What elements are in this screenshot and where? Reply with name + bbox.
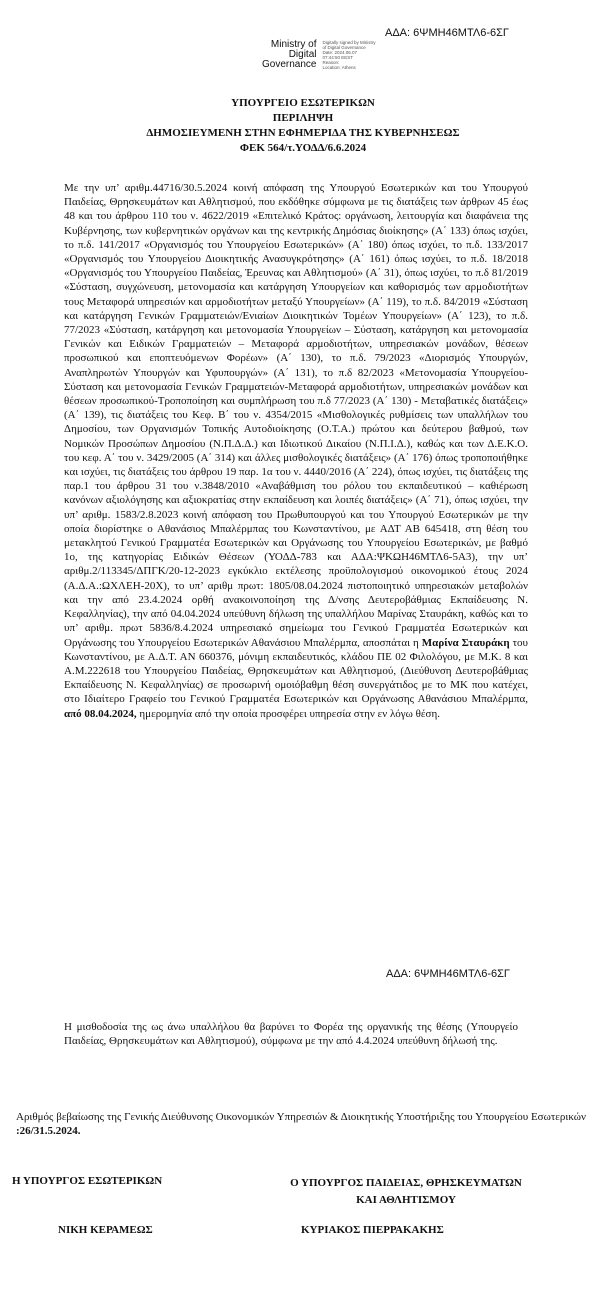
signature-seal-text xyxy=(322,40,392,70)
header-fek: ΦΕΚ 564/τ.ΥΟΔΔ/6.6.2024 xyxy=(239,142,367,154)
seal-line: Reason: xyxy=(322,60,340,65)
left-signatory-name: ΝΙΚΗ ΚΕΡΑΜΕΩΣ xyxy=(58,1224,153,1236)
seal-line: 07:44:50 EEST xyxy=(322,55,354,60)
right-signatory-title xyxy=(258,1175,554,1209)
confirmation-paragraph xyxy=(16,1110,586,1138)
seal-line: of Digital Governance xyxy=(322,45,366,50)
right-title-line: ΚΑΙ ΑΘΛΗΤΙΣΜΟΥ xyxy=(356,1194,456,1206)
paragraph-text: ημερομηνία από την οποία προσφέρει υπηρεσία στην εν λόγω θέση. xyxy=(136,707,440,720)
effective-date: από 08.04.2024, xyxy=(64,707,137,720)
confirmation-number: :26/31.5.2024. xyxy=(16,1125,81,1138)
header-summary: ΠΕΡΙΛΗΨΗ xyxy=(272,112,334,124)
header-ministry: ΥΠΟΥΡΓΕΙΟ ΕΣΩΤΕΡΙΚΩΝ xyxy=(231,97,375,109)
ministry-line: Ministry of xyxy=(270,39,317,50)
confirmation-text: Αριθμός βεβαίωσης της Γενικής Διεύθυνσης Οικονομικών Υπηρεσιών & Διοικητικής Υποστήριξης του Υπουργείου Εσωτερικών xyxy=(16,1111,586,1123)
ada-code-top: ΑΔΑ: 6ΨΜΗ46ΜΤΛ6-6ΣΓ xyxy=(385,27,509,39)
digital-signature-block xyxy=(262,40,392,70)
seal-line: Location: Athens xyxy=(322,65,356,70)
ministry-logo-text xyxy=(262,40,316,70)
paragraph-text: του Κωνσταντίνου, με Α.Δ.Τ. ΑΝ 660376, μόνιμη εκπαιδευτικός, κλάδου ΠΕ 02 Φιλολόγου, με Μ.Κ. 8 και Α.Μ.222618 του Υπουργείου Παιδείας, Θρησκευμάτων και Αθλητισμού, (Διεύθυνση Δευτεροβάθμιας Εκπαίδευσης Ν. Κεφαλληνίας) σε προσωρινή ομοιόβαθμη θέση συνεργάτιδος με το ΜΚ που κατέχει, στο Ιδιαίτερο Γραφείο του Γενικού Γραμματέα Εσωτερικών και Οργάνωσης Αθανάσιου Μπαλέρμπα, xyxy=(64,636,529,706)
ministry-line: Digital xyxy=(288,49,317,60)
payroll-paragraph: Η μισθοδοσία της ως άνω υπαλλήλου θα βαρύνει το Φορέα της οργανικής της θέσης (Υπουργείο Παιδείας, Θρησκευμάτων και Αθλητισμού), σύμφωνα με την από 4.4.2024 υπεύθυνη δήλωσή της. xyxy=(64,1021,518,1048)
left-signatory-title: Η ΥΠΟΥΡΓΟΣ ΕΣΩΤΕΡΙΚΩΝ xyxy=(12,1175,163,1187)
paragraph-text: Με την υπ’ αριθμ.44716/30.5.2024 κοινή απόφαση της Υπουργού Εσωτερικών και του Υπουργού Παιδείας, Θρησκευμάτων και Αθλητισμού, που εκδόθηκε σύμφωνα με τις διατάξεις των άρθρων 45 έως 48 και του άρθρου 110 του ν. 4622/2019 «Επιτελικό Κράτος: οργάνωση, λειτουργία και διαφάνεια της Κυβέρνησης, των κυβερνητικών οργάνων και της κεντρικής Δημόσιας διοίκησης» (Α΄ 133) όπως ισχύει, το π.δ. 141/2017 «Οργανισμός του Υπουργείου Εσωτερικών» (Α΄ 180) όπως ισχύει, το π.δ. 133/2017 «Οργανισμός του Υπουργείου Διοικητικής Ανασυγκρότησης» (Α΄ 161) όπως ισχύει, το π.δ. 18/2018 «Οργανισμός του Υπουργείου Παιδείας, Έρευνας και Αθλητισμού» (Α΄ 31), όπως ισχύει, το π.δ 81/2019 «Σύσταση, συγχώνευση, μετονομασία και κατάργηση Υπουργείων και καθορισμός των αρμοδιοτήτων τους Μεταφορά υπηρεσιών και αρμοδιοτήτων μεταξύ Υπουργείων» (Α΄ 119), το π.δ. 84/2019 «Σύσταση και κατάργηση Γενικών Γραμματειών/Ενιαίων Διοικητικών Τομέων Υπουργείων» (Α΄ 123), το π.δ. 77/2023 «Σύσταση, κατάργηση και μετονομασία Υπουργείων – Σύσταση, κατάργηση και μετονομασία Γενικών και Ειδικών Γραμματειών – Μεταφορά αρμοδιοτήτων, υπηρεσιακών μονάδων, θέσεων προσωπικού και εποπτευόμενων Φορέων» (Α΄ 130), το π.δ. 79/2023 «Διορισμός Υπουργών, Αναπληρωτών Υπουργών και Υφυπουργών» (Α΄ 131), το π.δ 82/2023 «Μετονομασία Υπουργείου-Σύσταση και μετονομασία Γενικών Γραμματειών-Μεταφορά αρμοδιοτήτων, υπηρεσιακών μονάδων και θέσεων προσωπικού-Τροποποίηση και συμπλήρωση του π.δ 77/2023 (Α΄ 130) - Μεταβατικές διατάξεις» (Α΄ 139), τις διατάξεις του Κεφ. Β΄ του ν. 4354/2015 «Μισθολογικές ρυθμίσεις των υπαλλήλων του Δημοσίου, των Οργανισμών Τοπικής Αυτοδιοίκησης (Ο.Τ.Α.) πρώτου και δεύτερου βαθμού, των Νομικών Προσώπων Δημοσίου (Ν.Π.Δ.Δ.) και Ιδιωτικού Δικαίου (Ν.Π.Ι.Δ.), καθώς και των Δ.Ε.Κ.Ο. του κεφ. Α΄ του ν. 3429/2005 (Α΄ 314) και άλλες μισθολογικές διατάξεις» (Α΄ 176) όπως τροποποιήθηκε και ισχύει, τις διατάξεις του άρθρου 19 παρ. 1α του ν. 4440/2016 (Α΄ 224), όπως ισχύει, τις διατάξεις της παρ.1 του άρθρου 31 του ν.3848/2010 «Αναβάθμιση του ρόλου του εκπαιδευτικού – καθιέρωση κανόνων αξιολόγησης και αξιοκρατίας στην εκπαίδευση και λοιπές διατάξεις» (Α΄ 71), όπως ισχύει, την υπ’ αριθμ. 1583/2.8.2023 κοινή απόφαση του Πρωθυπουργού και του Υπουργού Εσωτερικών με την οποία διορίστηκε ο Αθανάσιος Μπαλέρμπας του Κωνσταντίνου, με ΑΔΤ ΑΒ 645418, στη θέση του μετακλητού Γενικού Γραμματέα Εσωτερικών και Οργάνωσης του Υπουργείου Εσωτερικών, με βαθμό 1ο, της κατηγορίας Ειδικών Θέσεων (ΥΟΔΔ-783 και ΑΔΑ:ΨΚΩΗ46ΜΤΛ6-5Α3), την υπ’ αριθμ.2/113345/ΔΠΓΚ/20-12-2023 εγκύκλιο εκτέλεσης προϋπολογισμού οικονομικού έτους 2024 (Α.Δ.Α.:ΩΧΛΕΗ-20Χ), το υπ’ αριθμ πρωτ: 1805/08.04.2024 πιστοποιητικό υπηρεσιακών μεταβολών και την από 23.4.2024 ορθή ανακοινοποίηση της Δ/νσης Δευτεροβάθμιας Εκπαίδευσης Ν. Κεφαλληνίας), την από 04.04.2024 υπεύθυνη δήλωση της υπαλλήλου Μαρίνας Σταυράκη, καθώς και το υπ’ αριθμ. πρωτ 5836/8.4.2024 υπηρεσιακό σημείωμα του Γενικού Γραμματέα Εσωτερικών και Οργάνωσης του Υπουργείου Εσωτερικών Αθανάσιου Μπαλέρμπα, αποσπάται η xyxy=(64,182,528,649)
ada-code-mid: ΑΔΑ: 6ΨΜΗ46ΜΤΛ6-6ΣΓ xyxy=(386,968,510,980)
document-header xyxy=(0,96,606,156)
header-published: ΔΗΜΟΣΙΕΥΜΕΝΗ ΣΤΗΝ ΕΦΗΜΕΡΙΔΑ ΤΗΣ ΚΥΒΕΡΝΗΣΕΩΣ xyxy=(146,127,460,139)
seal-line: Digitally signed by Ministry xyxy=(322,40,376,45)
right-title-line: Ο ΥΠΟΥΡΓΟΣ ΠΑΙΔΕΙΑΣ, ΘΡΗΣΚΕΥΜΑΤΩΝ xyxy=(290,1177,522,1189)
ministry-line: Governance xyxy=(262,59,317,70)
right-signatory-name: ΚΥΡΙΑΚΟΣ ΠΙΕΡΡΑΚΑΚΗΣ xyxy=(301,1224,444,1236)
employee-name: Μαρίνα Σταυράκη xyxy=(421,636,510,649)
main-paragraph xyxy=(64,181,528,721)
seal-line: Date: 2024.06.07 xyxy=(322,50,358,55)
